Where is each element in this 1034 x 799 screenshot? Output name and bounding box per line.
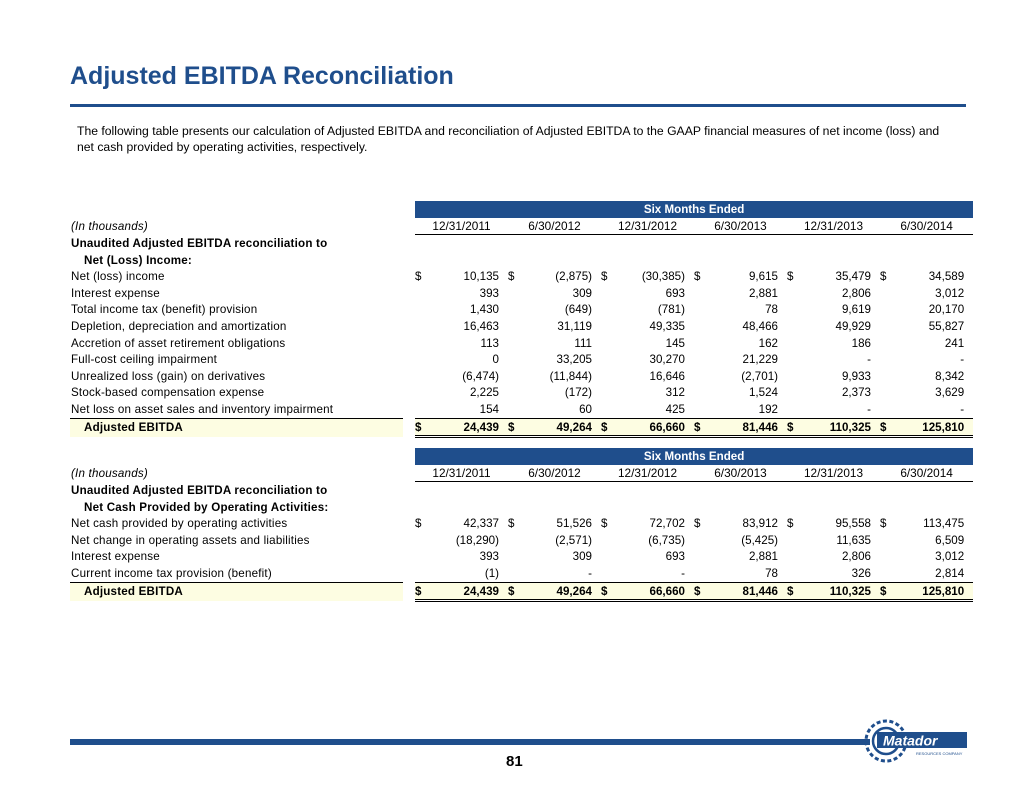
currency-symbol: $ <box>415 517 422 531</box>
row-value: 312 <box>665 386 685 400</box>
row-value: 78 <box>765 566 778 580</box>
row-value: 9,619 <box>841 303 871 317</box>
table-row <box>70 549 973 566</box>
row-value: 2,881 <box>748 286 778 300</box>
band-spacer <box>70 201 403 218</box>
currency-symbol: $ <box>694 517 701 531</box>
period-header: 6/30/2012 <box>508 465 601 482</box>
currency-symbol <box>415 368 427 385</box>
period-header: 6/30/2013 <box>694 218 787 235</box>
period-header-row <box>70 465 973 482</box>
currency-symbol: $ <box>601 517 608 531</box>
table-row <box>70 401 973 418</box>
row-value: 16,646 <box>649 369 685 383</box>
currency-symbol <box>601 285 613 302</box>
units-label: (In thousands) <box>71 219 148 233</box>
total-value: 24,439 <box>427 582 508 601</box>
currency-symbol: $ <box>694 270 701 284</box>
currency-symbol <box>508 318 520 335</box>
row-label: Total income tax (benefit) provision <box>71 303 258 317</box>
row-value: 326 <box>851 566 871 580</box>
period-header: 6/30/2013 <box>694 465 787 482</box>
currency-symbol <box>880 368 892 385</box>
row-value: 2,814 <box>935 566 965 580</box>
currency-symbol <box>880 401 892 418</box>
row-value: 309 <box>572 286 592 300</box>
currency-symbol <box>880 318 892 335</box>
period-band-row <box>70 201 973 218</box>
currency-symbol: $ <box>880 270 887 284</box>
row-value: 49,335 <box>649 319 685 333</box>
table-row <box>70 268 973 285</box>
total-value: 49,264 <box>520 418 601 437</box>
table-row <box>70 368 973 385</box>
row-value: (1) <box>484 566 499 580</box>
row-value: 51,526 <box>556 517 592 531</box>
currency-symbol <box>694 401 706 418</box>
row-label: Net loss on asset sales and inventory impairment <box>70 401 403 418</box>
row-value: 2,806 <box>841 550 871 564</box>
currency-symbol <box>415 351 427 368</box>
total-value: 110,325 <box>799 582 880 601</box>
currency-symbol <box>508 285 520 302</box>
period-header: 12/31/2013 <box>787 218 880 235</box>
row-value: 48,466 <box>742 319 778 333</box>
row-gap <box>403 385 415 402</box>
row-label: Stock-based compensation expense <box>71 386 265 400</box>
row-value: 9,933 <box>841 369 871 383</box>
currency-symbol <box>880 285 892 302</box>
currency-symbol <box>694 549 706 566</box>
total-value: 81,446 <box>706 418 787 437</box>
row-value: 309 <box>572 550 592 564</box>
table-row <box>70 385 973 402</box>
currency-symbol <box>694 351 706 368</box>
currency-symbol <box>694 565 706 582</box>
row-gap <box>403 532 415 549</box>
currency-symbol <box>880 351 892 368</box>
currency-symbol <box>415 335 427 352</box>
total-value: 49,264 <box>520 582 601 601</box>
table-row <box>70 532 973 549</box>
currency-symbol <box>694 532 706 549</box>
row-value: 192 <box>758 402 778 416</box>
currency-symbol <box>601 351 613 368</box>
row-value: 2,881 <box>748 550 778 564</box>
row-gap <box>403 335 415 352</box>
currency-symbol: $ <box>880 582 892 601</box>
currency-symbol <box>880 335 892 352</box>
row-value: (649) <box>564 303 592 317</box>
row-gap <box>403 565 415 582</box>
currency-symbol <box>880 549 892 566</box>
currency-symbol <box>601 368 613 385</box>
currency-symbol <box>508 385 520 402</box>
currency-symbol <box>787 351 799 368</box>
row-value: 95,558 <box>835 517 871 531</box>
row-value: - <box>681 566 685 580</box>
row-value: (6,474) <box>462 369 499 383</box>
period-header: 12/31/2011 <box>415 465 508 482</box>
period-header: 6/30/2014 <box>880 218 973 235</box>
row-value: 9,615 <box>748 270 778 284</box>
row-value: 1,430 <box>469 303 499 317</box>
currency-symbol: $ <box>601 270 608 284</box>
row-value: 34,589 <box>928 270 965 284</box>
currency-symbol: $ <box>880 517 887 531</box>
currency-symbol <box>787 302 799 319</box>
row-label: Net change in operating assets and liabilities <box>71 533 310 547</box>
total-value: 66,660 <box>613 418 694 437</box>
row-value: 2,225 <box>469 386 499 400</box>
six-months-ended-label: Six Months Ended <box>415 448 973 465</box>
row-value: 113,475 <box>923 517 965 531</box>
currency-symbol <box>415 285 427 302</box>
row-value: (18,290) <box>455 533 499 547</box>
row-value: 6,509 <box>935 533 965 547</box>
row-value: - <box>960 402 965 416</box>
currency-symbol <box>601 549 613 566</box>
currency-symbol <box>415 385 427 402</box>
row-gap <box>403 285 415 302</box>
section-subheading: Net (Loss) Income: <box>84 253 192 267</box>
currency-symbol: $ <box>508 418 520 437</box>
row-value: 8,342 <box>935 369 965 383</box>
row-value: 16,463 <box>463 319 499 333</box>
row-value: (6,735) <box>648 533 685 547</box>
currency-symbol <box>694 385 706 402</box>
row-value: 393 <box>479 286 499 300</box>
row-value: 49,929 <box>835 319 871 333</box>
section-heading-row <box>70 482 973 499</box>
row-value: 186 <box>851 336 871 350</box>
total-label: Adjusted EBITDA <box>70 418 403 437</box>
total-label: Adjusted EBITDA <box>70 582 403 601</box>
row-label: Full-cost ceiling impairment <box>71 353 218 367</box>
row-value: 2,806 <box>841 286 871 300</box>
six-months-ended-label: Six Months Ended <box>415 201 973 218</box>
currency-symbol <box>787 368 799 385</box>
table-row <box>70 565 973 582</box>
period-header: 12/31/2012 <box>601 218 694 235</box>
units-label: (In thousands) <box>71 466 148 480</box>
table-row <box>70 285 973 302</box>
currency-symbol: $ <box>787 582 799 601</box>
currency-symbol: $ <box>787 517 794 531</box>
row-value: 0 <box>492 353 499 367</box>
title-divider <box>70 104 966 107</box>
row-label: Depletion, depreciation and amortization <box>71 319 287 333</box>
row-label: Accretion of asset retirement obligations <box>71 336 286 350</box>
row-value: 3,012 <box>935 550 965 564</box>
section-subheading-row <box>70 252 973 269</box>
band-spacer <box>70 448 403 465</box>
currency-symbol <box>415 532 427 549</box>
row-value: 2,373 <box>841 386 871 400</box>
total-value: 125,810 <box>892 582 973 601</box>
period-band-row <box>70 448 973 465</box>
row-value: (2,875) <box>555 270 592 284</box>
row-value: 693 <box>665 286 685 300</box>
row-gap <box>403 515 415 532</box>
table-row <box>70 351 973 368</box>
row-label: Current income tax provision (benefit) <box>70 565 403 582</box>
currency-symbol: $ <box>508 517 515 531</box>
row-label: Net cash provided by operating activities <box>71 517 288 531</box>
period-header: 12/31/2012 <box>601 465 694 482</box>
header-gap <box>403 465 415 482</box>
currency-symbol <box>601 565 613 582</box>
currency-symbol <box>787 401 799 418</box>
row-value: 78 <box>765 303 778 317</box>
ebitda-net-income-table <box>70 201 973 438</box>
currency-symbol <box>694 335 706 352</box>
row-gap <box>403 368 415 385</box>
total-row <box>70 418 973 437</box>
currency-symbol <box>880 565 892 582</box>
currency-symbol <box>508 549 520 566</box>
period-header: 6/30/2012 <box>508 218 601 235</box>
currency-symbol <box>787 318 799 335</box>
table-row <box>70 318 973 335</box>
currency-symbol: $ <box>601 418 613 437</box>
row-value: 111 <box>574 336 592 350</box>
row-value: (30,385) <box>641 270 685 284</box>
row-value: 42,337 <box>463 517 499 531</box>
row-value: (2,701) <box>741 369 778 383</box>
row-value: 154 <box>479 402 499 416</box>
period-header: 12/31/2013 <box>787 465 880 482</box>
row-label: Unrealized loss (gain) on derivatives <box>71 369 266 383</box>
currency-symbol <box>787 285 799 302</box>
row-value: (11,844) <box>549 369 592 383</box>
row-value: 21,229 <box>742 353 778 367</box>
currency-symbol <box>601 401 613 418</box>
total-value: 24,439 <box>427 418 508 437</box>
row-value: 145 <box>665 336 685 350</box>
logo-subtitle: RESOURCES COMPANY <box>916 751 963 756</box>
row-value: 3,012 <box>935 286 965 300</box>
row-value: - <box>867 402 871 416</box>
row-label: Interest expense <box>71 286 160 300</box>
row-value: 693 <box>665 550 685 564</box>
table-row <box>70 335 973 352</box>
currency-symbol <box>787 549 799 566</box>
footer-divider <box>70 739 870 745</box>
row-value: - <box>960 353 965 367</box>
currency-symbol: $ <box>787 418 799 437</box>
currency-symbol <box>508 401 520 418</box>
row-label: Net (loss) income <box>71 270 165 284</box>
currency-symbol: $ <box>694 418 706 437</box>
row-gap <box>403 268 415 285</box>
row-value: 30,270 <box>649 353 685 367</box>
row-gap <box>403 302 415 319</box>
band-gap <box>403 448 415 465</box>
currency-symbol <box>508 532 520 549</box>
row-value: 20,170 <box>928 303 965 317</box>
header-gap <box>403 218 415 235</box>
row-value: 113 <box>480 336 499 350</box>
row-value: 10,135 <box>463 270 499 284</box>
row-value: - <box>588 566 592 580</box>
currency-symbol <box>601 302 613 319</box>
currency-symbol <box>508 335 520 352</box>
total-gap <box>403 582 415 601</box>
currency-symbol: $ <box>415 418 427 437</box>
row-value: 60 <box>579 402 592 416</box>
currency-symbol <box>601 335 613 352</box>
row-value: (172) <box>564 386 592 400</box>
row-value: 3,629 <box>935 386 965 400</box>
row-value: (5,425) <box>741 533 778 547</box>
currency-symbol <box>415 302 427 319</box>
currency-symbol: $ <box>508 270 515 284</box>
row-value: 425 <box>665 402 685 416</box>
period-header: 6/30/2014 <box>880 465 973 482</box>
page-title: Adjusted EBITDA Reconciliation <box>70 62 454 90</box>
row-value: 55,827 <box>928 319 965 333</box>
row-gap <box>403 401 415 418</box>
logo-wordmark: Matador <box>883 732 938 749</box>
currency-symbol <box>880 385 892 402</box>
currency-symbol: $ <box>880 418 892 437</box>
row-gap <box>403 549 415 566</box>
currency-symbol <box>508 368 520 385</box>
row-gap <box>403 351 415 368</box>
band-gap <box>403 201 415 218</box>
currency-symbol <box>508 565 520 582</box>
row-value: 83,912 <box>742 517 778 531</box>
ebitda-operating-cash-table <box>70 448 973 602</box>
row-value: (2,571) <box>555 533 592 547</box>
currency-symbol <box>601 385 613 402</box>
currency-symbol <box>787 565 799 582</box>
total-gap <box>403 418 415 437</box>
row-value: - <box>867 353 871 367</box>
currency-symbol <box>601 318 613 335</box>
currency-symbol <box>601 532 613 549</box>
total-value: 81,446 <box>706 582 787 601</box>
currency-symbol: $ <box>787 270 794 284</box>
currency-symbol <box>787 532 799 549</box>
row-value: 11,635 <box>836 533 871 547</box>
currency-symbol: $ <box>508 582 520 601</box>
currency-symbol <box>508 351 520 368</box>
row-value: 35,479 <box>835 270 871 284</box>
period-header: 12/31/2011 <box>415 218 508 235</box>
currency-symbol <box>415 565 427 582</box>
section-subheading: Net Cash Provided by Operating Activities: <box>84 500 329 514</box>
total-row <box>70 582 973 601</box>
currency-symbol: $ <box>601 582 613 601</box>
section-heading-row <box>70 235 973 252</box>
period-header-row <box>70 218 973 235</box>
currency-symbol <box>415 318 427 335</box>
page-number: 81 <box>506 753 523 770</box>
section-heading: Unaudited Adjusted EBITDA reconciliation to <box>71 236 328 250</box>
row-value: (781) <box>657 303 685 317</box>
total-value: 110,325 <box>799 418 880 437</box>
row-gap <box>403 318 415 335</box>
matador-logo <box>863 717 967 765</box>
currency-symbol <box>880 532 892 549</box>
row-label: Interest expense <box>71 550 160 564</box>
currency-symbol <box>694 285 706 302</box>
currency-symbol <box>694 368 706 385</box>
row-value: 393 <box>479 550 499 564</box>
row-value: 72,702 <box>649 517 685 531</box>
section-heading: Unaudited Adjusted EBITDA reconciliation to <box>71 483 328 497</box>
section-subheading-row <box>70 499 973 516</box>
currency-symbol: $ <box>694 582 706 601</box>
table-row <box>70 515 973 532</box>
currency-symbol <box>415 549 427 566</box>
currency-symbol <box>787 385 799 402</box>
row-value: 162 <box>758 336 778 350</box>
total-value: 66,660 <box>613 582 694 601</box>
currency-symbol <box>787 335 799 352</box>
intro-paragraph: The following table presents our calculation of Adjusted EBITDA and reconciliation of Adjusted EBITDA to the GAAP financial measures of net income (loss) and net cash provided by operating activities, respectively. <box>77 124 940 154</box>
currency-symbol <box>508 302 520 319</box>
row-value: 33,205 <box>556 353 592 367</box>
total-value: 125,810 <box>892 418 973 437</box>
row-value: 1,524 <box>748 386 778 400</box>
currency-symbol <box>694 302 706 319</box>
currency-symbol: $ <box>415 582 427 601</box>
table-row <box>70 302 973 319</box>
currency-symbol <box>694 318 706 335</box>
currency-symbol <box>880 302 892 319</box>
currency-symbol: $ <box>415 270 422 284</box>
currency-symbol <box>415 401 427 418</box>
row-value: 241 <box>944 336 965 350</box>
row-value: 31,119 <box>557 319 592 333</box>
